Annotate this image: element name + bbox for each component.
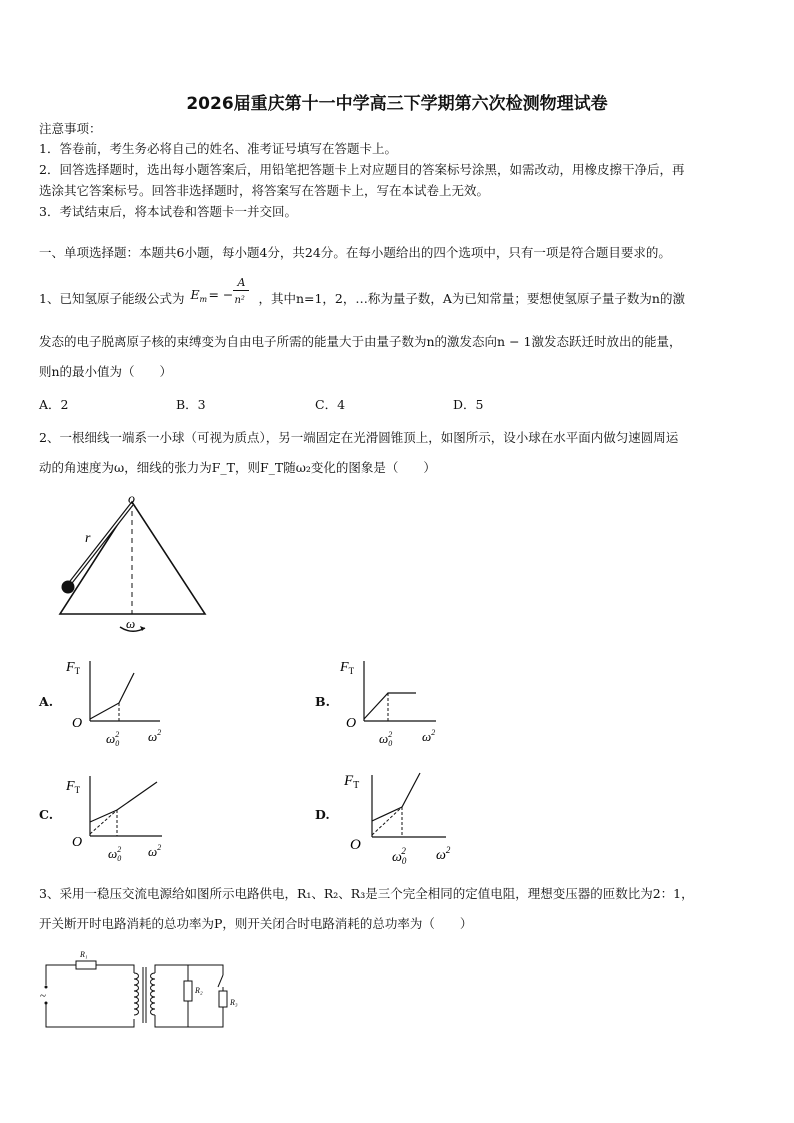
wire-top-left [46,965,76,985]
graph-c-dash-diag [90,810,117,834]
graph-c [62,770,182,862]
formula-E: E [190,287,200,302]
graph-d-curve [372,773,420,821]
section-heading: 一、单项选择题：本题共6小题，每小题4分，共24分。在每小题给出的四个选项中，只有一项是符合题目要求的。 [39,245,671,260]
rope-label: r [85,531,91,546]
r1-label: R₁ [80,950,88,959]
graph-b [336,655,456,747]
wire-bottom-left [46,1003,134,1027]
graph-d-origin: O [350,837,361,853]
q1-line1 [39,276,685,307]
q3-line1: 3、采用一稳压交流电源给如图所示电路供电，R₁、R₂、R₃是三个完全相同的定值电阻，理想变压器的匝数比为2：1， [39,886,694,901]
graph-d-x0: $\omega_02$ [392,846,407,865]
terminal-top [45,986,48,989]
notice-heading: 注意事项： [39,121,102,136]
q2-option-d-label: D. [315,807,330,822]
graph-a-y-label: $F_T$ [66,660,81,676]
formula-eq: = − [208,287,234,302]
formula-sub: m [199,295,208,304]
graph-c-origin: O [72,835,83,850]
omega-label: ω [126,616,136,631]
ac-source-symbol: ~ [40,990,46,1002]
terminal-bottom [45,1002,48,1005]
resistor-r3 [219,991,227,1007]
rope-inner [68,504,132,586]
wire-top-mid [96,965,134,973]
graph-b-y-label: $F_T$ [340,660,355,676]
graph-a-x: $\omega^2$ [148,728,162,744]
graph-c-x0: $\omega_02$ [108,845,122,862]
r3-label: R₃ [230,998,238,1007]
graph-d-y-label: $F_T$ [344,773,360,791]
graph-a-x0: $\omega_02$ [106,730,120,747]
q2-option-b-label: B. [315,694,330,709]
formula-den: n² [234,295,245,306]
notice-item-1: 1．答卷前，考生务必将自己的姓名、准考证号填写在答题卡上。 [39,141,397,156]
apex-label: o [128,492,135,507]
q2-option-c-label: C. [39,807,54,822]
q1-line3: 则n的最小值为（ ） [39,364,173,379]
q1-option-c: C．4 [315,397,346,412]
graph-b-x0: $\omega_02$ [379,730,393,747]
graph-d-dash-diag [372,807,402,835]
graph-b-x: $\omega^2$ [422,728,436,744]
graph-a-origin: O [72,716,83,731]
graph-b-origin: O [346,716,357,731]
q2-line2: 动的角速度为ω，细线的张力为F_T，则F_T随ω₂变化的图象是（ ） [39,460,436,475]
q3-line2: 开关断开时电路消耗的总功率为P，则开关闭合时电路消耗的总功率为（ ） [39,916,473,931]
graph-d [340,765,465,865]
graph-c-curve [90,782,157,822]
page-title: 2026届重庆第十一中学高三下学期第六次检测物理试卷 [186,94,608,114]
notice-item-3: 3．考试结束后，将本试卷和答题卡一并交回。 [39,204,297,219]
graph-a-curve [90,673,134,719]
q2-option-a-label: A. [39,694,54,709]
graph-d-x: $\omega^2$ [436,845,451,863]
notice-item-2: 2．回答选择题时，选出每小题答案后，用铅笔把答题卡上对应题目的答案标号涂黑，如需改动，用橡皮擦干净后，再 [39,162,685,177]
switch-blade [218,975,223,987]
graph-c-x: $\omega^2$ [148,843,162,859]
resistor-r1 [76,961,96,969]
q1-line2: 发态的电子脱离原子核的束缚变为自由电子所需的能量大于由量子数为n的激发态向n − 1激发态跃迁时放出的能量， [39,334,682,349]
q1-option-a: A．2 [39,397,69,412]
resistor-r2 [184,981,192,1001]
wire-bottom-right [155,1007,223,1027]
q1-text-a: 1、已知氢原子能级公式为 [39,291,185,306]
primary-coil [134,973,139,1015]
wire-top-right [155,965,223,975]
q1-formula [188,276,254,306]
fraction-bar [233,290,249,291]
formula-num: A [237,276,246,289]
q1-text-b: ，其中n=1，2，…称为量子数，A为已知常量；要想使氢原子量子数为n的激 [258,291,685,306]
q2-line1: 2、一根细线一端系一小球（可视为质点），另一端固定在光滑圆锥顶上，如图所示，设小球在水平面内做匀速圆周运 [39,430,679,445]
graph-c-y-label: $F_T$ [66,779,81,795]
ball [62,581,75,594]
cone-figure [50,492,220,637]
secondary-coil [151,973,156,1015]
q1-option-b: B．3 [176,397,206,412]
graph-a [62,655,182,747]
r2-label: R₂ [195,986,203,995]
notice-item-2-cont: 选涂其它答案标号。回答非选择题时，将答案写在答题卡上，写在本试卷上无效。 [39,183,490,198]
circuit-figure [38,945,248,1035]
graph-b-curve [364,693,416,719]
q1-option-d: D．5 [453,397,484,412]
